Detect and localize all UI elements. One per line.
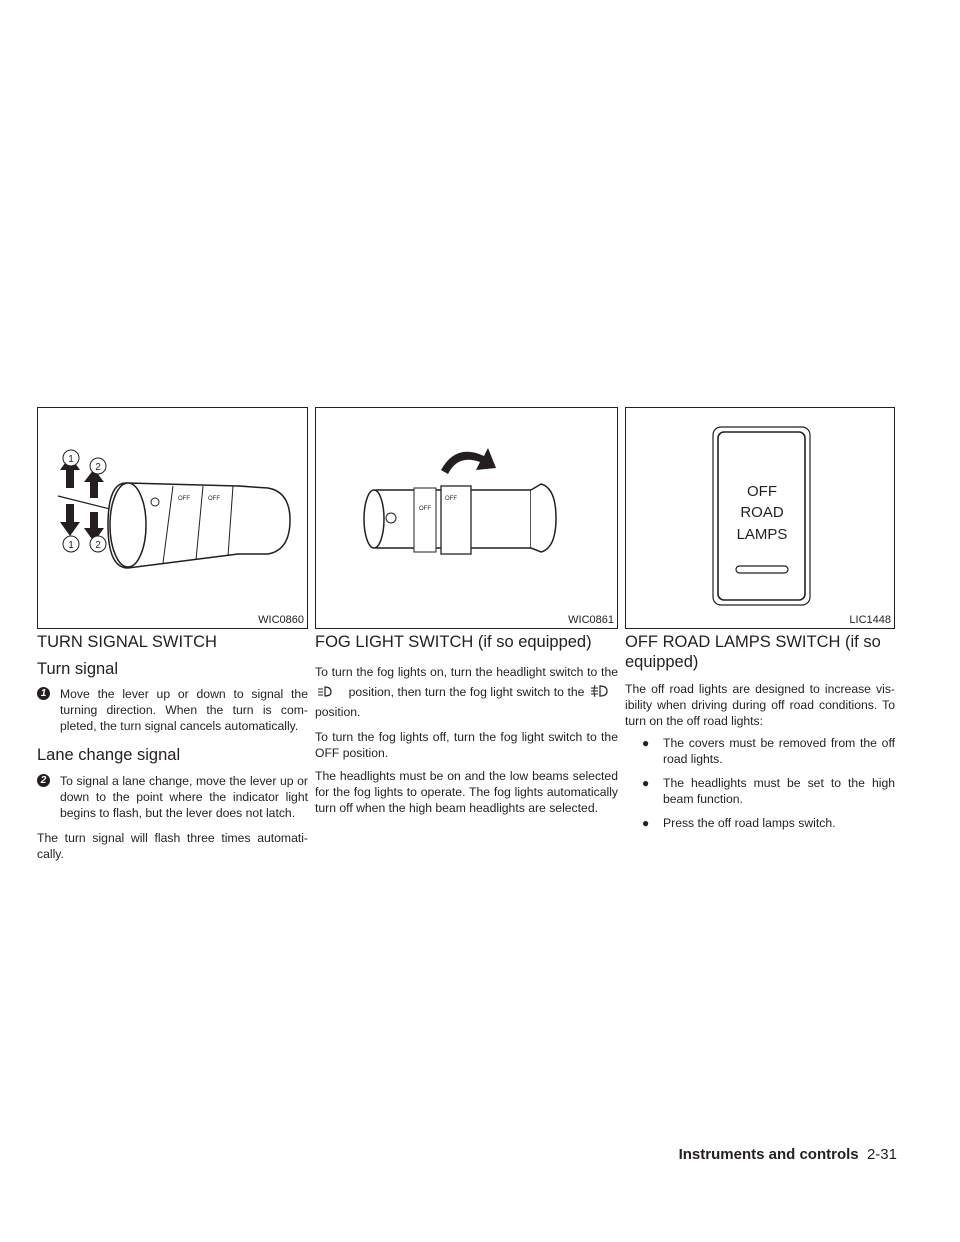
- item-text: Move the lever up or down to signal the turning direction. When the turn is com-pleted, the turn signal cancels automatically.: [60, 687, 308, 733]
- figure-code: WIC0860: [258, 614, 304, 626]
- callout-badge: 2: [37, 774, 50, 787]
- paragraph: The off road lights are designed to increase vis-ibility when driving during off road conditions. To turn on the off road lights:: [625, 682, 895, 728]
- list-item: [625, 735, 895, 767]
- turn-signal-lever-illustration: [38, 408, 307, 628]
- callout-badge: 1: [37, 687, 50, 700]
- switch-label: OFF: [178, 496, 190, 502]
- switch-label-line: ROAD: [740, 504, 784, 521]
- paragraph: The headlights must be on and the low beams selected for the fog lights to operate. The fog lights automatically turn off when the high beam headlights are selected.: [315, 769, 618, 815]
- paragraph: The turn signal will flash three times automati-cally.: [37, 831, 308, 861]
- callout-number: 1: [68, 540, 74, 551]
- switch-label: OFF: [445, 496, 457, 502]
- column-turn-signal: [37, 632, 308, 862]
- numbered-item: [37, 773, 308, 821]
- paragraph-text: To turn the fog lights on, turn the headlight switch to the: [315, 665, 618, 679]
- column-off-road-lamps: [625, 632, 895, 839]
- item-text: To signal a lane change, move the lever up or down to the point where the indicator light begins to flash, but the lever does not latch.: [60, 774, 308, 820]
- numbered-item: [37, 686, 308, 734]
- page-footer: [679, 1146, 897, 1163]
- section-title: OFF ROAD LAMPS SWITCH (if so equipped): [625, 633, 881, 671]
- paragraph-text: position.: [315, 705, 361, 719]
- figure-turn-signal: [37, 407, 308, 629]
- callout-number: 1: [68, 454, 74, 465]
- figure-off-road-lamps: [625, 407, 895, 629]
- callout-number: 2: [95, 462, 101, 473]
- fog-light-switch-illustration: [316, 408, 617, 628]
- switch-label-line: LAMPS: [736, 526, 788, 543]
- figure-code: LIC1448: [849, 614, 891, 626]
- list-item: [625, 815, 895, 831]
- callout-number: 2: [95, 540, 101, 551]
- list-item-text: Press the off road lamps switch.: [663, 816, 836, 830]
- section-title: FOG LIGHT SWITCH (if so equipped): [315, 633, 592, 651]
- list-item-text: The covers must be removed from the off road lights.: [663, 736, 895, 766]
- switch-label: OFF: [419, 506, 431, 512]
- subsection-title: Lane change signal: [37, 746, 181, 764]
- list-item-text: The headlights must be set to the high beam function.: [663, 776, 895, 806]
- paragraph: To turn the fog lights off, turn the fog light switch to the OFF position.: [315, 730, 618, 760]
- switch-label: OFF: [208, 496, 220, 502]
- page-number: 2-31: [866, 1146, 897, 1163]
- column-fog-light: [315, 632, 618, 816]
- bullet-icon: ●: [642, 776, 650, 790]
- figure-code: WIC0861: [568, 614, 614, 626]
- paragraph: [315, 662, 618, 722]
- bullet-list: [625, 735, 895, 831]
- list-item: [625, 775, 895, 807]
- figure-fog-light: [315, 407, 618, 629]
- headlight-icon: [315, 684, 345, 698]
- fog-light-icon: [588, 684, 618, 698]
- paragraph-text: position, then turn the fog light switch to the: [348, 685, 585, 699]
- footer-section: Instruments and controls: [678, 1146, 859, 1163]
- switch-label-line: OFF: [747, 483, 777, 500]
- bullet-icon: ●: [642, 816, 650, 830]
- off-road-lamps-switch-illustration: [626, 408, 894, 628]
- bullet-icon: ●: [642, 736, 650, 750]
- subsection-title: Turn signal: [37, 660, 119, 678]
- section-title: TURN SIGNAL SWITCH: [37, 633, 217, 651]
